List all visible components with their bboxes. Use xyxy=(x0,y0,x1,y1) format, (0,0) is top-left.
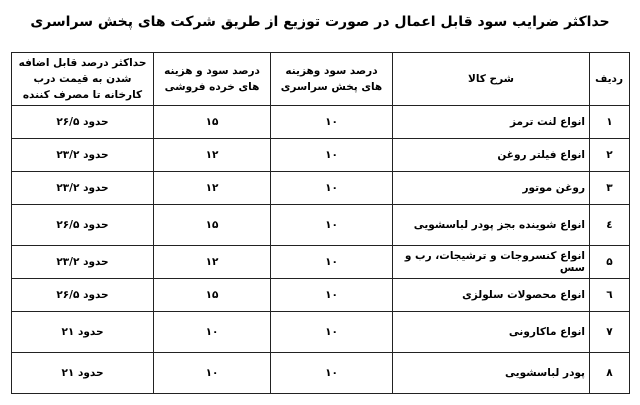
row-number: ۷ xyxy=(590,312,630,353)
item-description: روغن موتور xyxy=(393,172,590,205)
wholesale-margin: ۱۰ xyxy=(271,279,393,312)
header-max-markup: حداکثر درصد قابل اضافه شدن به قیمت درب کارخانه تا مصرف کننده xyxy=(12,53,154,106)
wholesale-margin: ۱۰ xyxy=(271,353,393,394)
max-markup: حدود ۲۳/۲ xyxy=(12,139,154,172)
wholesale-margin: ۱۰ xyxy=(271,246,393,279)
row-number: ٦ xyxy=(590,279,630,312)
item-description: انواع ماکارونی xyxy=(393,312,590,353)
row-number: ٤ xyxy=(590,205,630,246)
row-number: ۸ xyxy=(590,353,630,394)
item-description: پودر لباسشویی xyxy=(393,353,590,394)
profit-margin-table xyxy=(11,52,630,394)
wholesale-margin: ۱۰ xyxy=(271,172,393,205)
table-row xyxy=(12,205,630,246)
header-wholesale-margin: درصد سود وهزینه های پخش سراسری xyxy=(271,53,393,106)
max-markup: حدود ۲۱ xyxy=(12,353,154,394)
retail-margin: ۱۲ xyxy=(154,246,271,279)
table-row xyxy=(12,279,630,312)
max-markup: حدود ۲۳/۲ xyxy=(12,172,154,205)
retail-margin: ۱۵ xyxy=(154,106,271,139)
wholesale-margin: ۱۰ xyxy=(271,106,393,139)
header-radif: ردیف xyxy=(590,53,630,106)
header-description: شرح کالا xyxy=(393,53,590,106)
row-number: ۳ xyxy=(590,172,630,205)
max-markup: حدود ۲۶/۵ xyxy=(12,106,154,139)
retail-margin: ۱۲ xyxy=(154,172,271,205)
max-markup: حدود ۲۳/۲ xyxy=(12,246,154,279)
item-description: انواع شوینده بجز پودر لباسشویی xyxy=(393,205,590,246)
max-markup: حدود ۲۶/۵ xyxy=(12,205,154,246)
row-number: ۲ xyxy=(590,139,630,172)
retail-margin: ۱۵ xyxy=(154,205,271,246)
retail-margin: ۱۰ xyxy=(154,353,271,394)
wholesale-margin: ۱۰ xyxy=(271,205,393,246)
table-row xyxy=(12,172,630,205)
retail-margin: ۱۰ xyxy=(154,312,271,353)
header-retail-margin: درصد سود و هزینه های خرده فروشی xyxy=(154,53,271,106)
table-row xyxy=(12,106,630,139)
retail-margin: ۱۵ xyxy=(154,279,271,312)
table-header-row xyxy=(12,53,630,106)
max-markup: حدود ۲۶/۵ xyxy=(12,279,154,312)
row-number: ۵ xyxy=(590,246,630,279)
row-number: ۱ xyxy=(590,106,630,139)
table-row xyxy=(12,246,630,279)
wholesale-margin: ۱۰ xyxy=(271,312,393,353)
max-markup: حدود ۲۱ xyxy=(12,312,154,353)
table-row xyxy=(12,353,630,394)
wholesale-margin: ۱۰ xyxy=(271,139,393,172)
retail-margin: ۱۲ xyxy=(154,139,271,172)
document-title: حداکثر ضرایب سود قابل اعمال در صورت توزیع از طریق شرکت های پخش سراسری xyxy=(30,14,610,30)
item-description: انواع محصولات سلولزی xyxy=(393,279,590,312)
item-description: انواع کنسروجات و ترشیجات، رب و سس xyxy=(393,246,590,279)
table-row xyxy=(12,139,630,172)
table-row xyxy=(12,312,630,353)
item-description: انواع لنت ترمز xyxy=(393,106,590,139)
item-description: انواع فیلتر روغن xyxy=(393,139,590,172)
